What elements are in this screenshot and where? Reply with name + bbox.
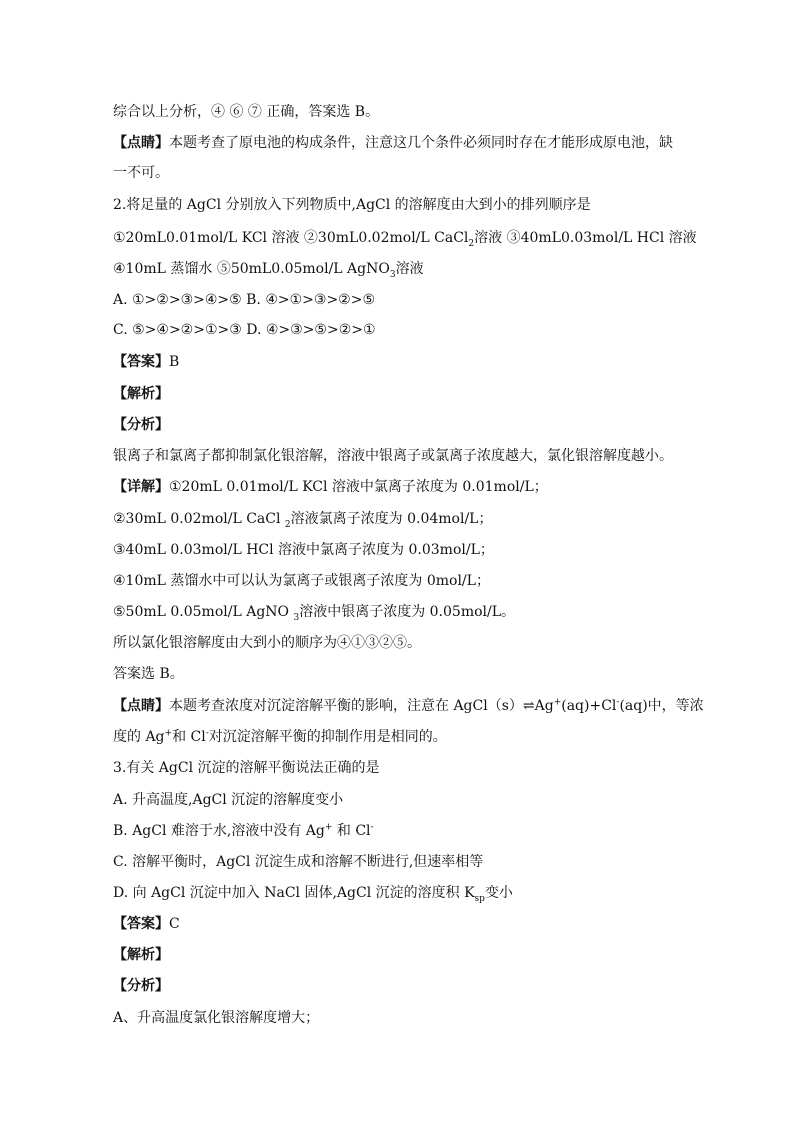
question-2-detail-3: ③40mL 0.03mol/L HCl 溶液中氯离子浓度为 0.03mol/L； [113,542,494,558]
question-2-detail-6: 所以氯化银溶解度由大到小的顺序为④①③②⑤。 [113,635,421,651]
dianjing-tag: 【点睛】 [113,698,169,714]
question-2-options-cd: C. ⑤>④>②>①>③ D. ④>③>⑤>②>① [113,322,376,338]
jiexi-tag: 【解析】 [113,947,169,963]
question-3-option-a: A. 升高温度,AgCl 沉淀的溶解度变小 [113,792,344,808]
xiangjie-tag: 【详解】 [113,479,169,495]
fenxi-tag: 【分析】 [113,978,169,994]
question-2-detail-5: ⑤50mL 0.05mol/L AgNO $_3$溶液中银离子浓度为 0.05mol/L。 [113,604,516,623]
question-3-fenxi [113,976,693,996]
question-3-jiexi [113,945,693,965]
question-2-items-row-1: ①20mL0.01mol/L KCl 溶液 ②30mL0.02mol/L CaCl$_2$溶液 ③40mL0.03mol/L HCl 溶液 [113,230,697,249]
question-2-detail-2: ②30mL 0.02mol/L CaCl $_2$溶液氯离子浓度为 0.04mol/L； [113,511,493,530]
question-3-option-c: C. 溶解平衡时，AgCl 沉淀生成和溶解不断进行,但速率相等 [113,854,484,870]
question-3-answer: 【答案】C [113,916,180,932]
dianjing-tag: 【点睛】 [113,135,169,151]
answer-tag: 【答案】 [113,916,169,932]
answer-tag: 【答案】 [113,354,169,370]
dianjing-note-1-cont: 一不可。 [113,165,169,181]
question-3-stem: 3.有关 AgCl 沉淀的溶解平衡说法正确的是 [113,760,380,776]
question-3-option-b: B. AgCl 难溶于水,溶液中没有 Ag+ 和 Cl- [113,822,374,839]
question-2-fenxi [113,415,693,435]
dianjing-note-2-cont: 度的 Ag+和 Cl-对沉淀溶解平衡的抑制作用是相同的。 [113,728,447,745]
question-2-stem: 2.将足量的 AgCl 分别放入下列物质中,AgCl 的溶解度由大到小的排列顺序是 [113,197,591,213]
question-3-option-d: D. 向 AgCl 沉淀中加入 NaCl 固体,AgCl 沉淀的溶度积 $K_{sp}$变小 [113,885,513,904]
dianjing-note-2: 【点睛】本题考查浓度对沉淀溶解平衡的影响，注意在 AgCl（s）⇌Ag+(aq)+Cl-(aq)中，等浓 [113,697,704,714]
dianjing-note-1: 【点睛】本题考查了原电池的构成条件，注意这几个条件必须同时存在才能形成原电池，缺 [113,135,673,151]
fenxi-tag: 【分析】 [113,417,169,433]
question-2-items-row-2: ④10mL 蒸馏水 ⑤50mL0.05mol/L AgNO$_3$溶液 [113,261,424,280]
question-2-detail-1: 【详解】①20mL 0.01mol/L KCl 溶液中氯离子浓度为 0.01mol/L； [113,479,548,495]
question-2-answer: 【答案】B [113,354,180,370]
question-3-analysis-a: A、升高温度氯化银溶解度增大； [113,1010,320,1026]
question-2-jiexi [113,384,693,404]
question-2-analysis: 银离子和氯离子都抑制氯化银溶解，溶液中银离子或氯离子浓度越大，氯化银溶解度越小。 [113,448,673,464]
summary-line: 综合以上分析，④ ⑥ ⑦ 正确，答案选 B。 [113,104,380,120]
question-2-options-ab: A. ①>②>③>④>⑤ B. ④>①>③>②>⑤ [113,292,376,308]
question-2-detail-4: ④10mL 蒸馏水中可以认为氯离子或银离子浓度为 0mol/L； [113,573,490,589]
question-2-detail-7: 答案选 B。 [113,666,184,682]
jiexi-tag: 【解析】 [113,386,169,402]
